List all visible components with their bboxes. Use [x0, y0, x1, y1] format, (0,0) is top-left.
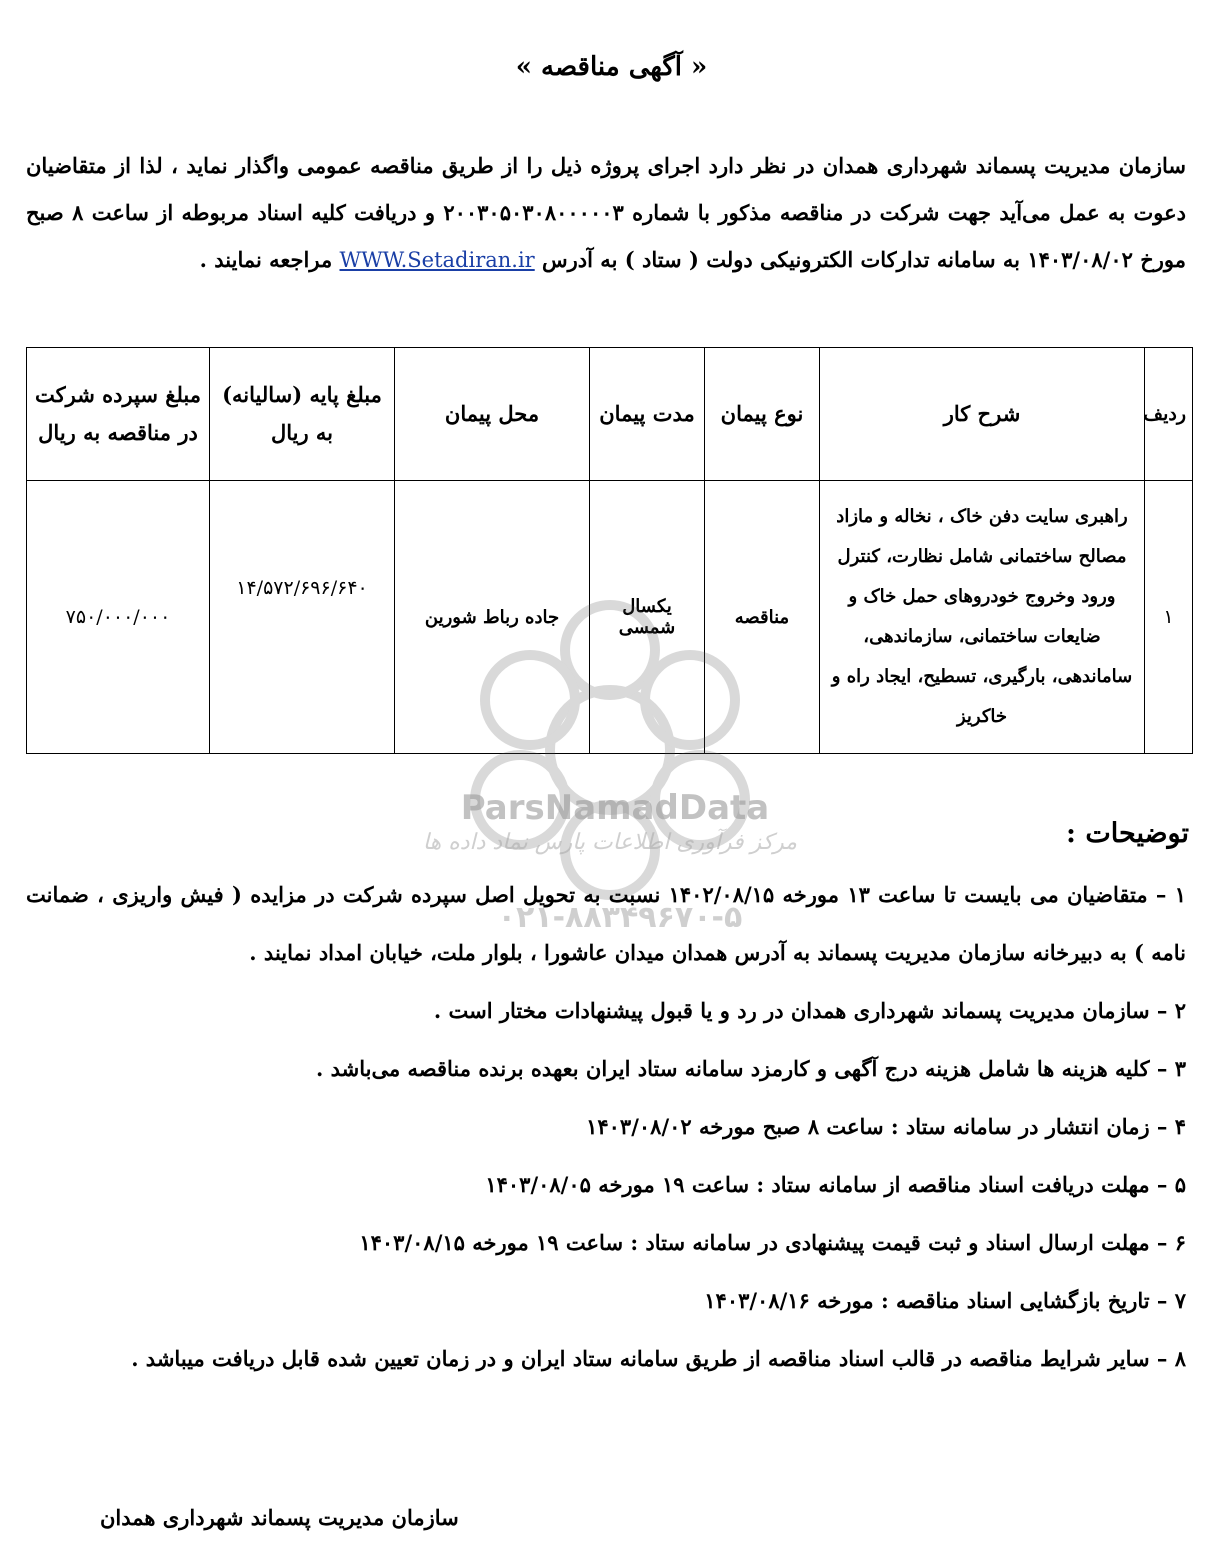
cell-row-no: ۱	[1145, 481, 1193, 754]
header-contract-type: نوع پیمان	[705, 348, 820, 481]
notes-list	[26, 866, 1186, 1388]
note-item: ۱ – متقاضیان می بایست تا ساعت ۱۳ مورخه ۱۴۰۲/۰۸/۱۵ نسبت به تحویل اصل سپرده شرکت در مزایده ( فیش واریزی ، ضمانت نامه ) به دبیرخانه سازمان مدیریت پسماند به آدرس همدان میدان عاشورا ، بلوار ملت، خیابان امداد نمایند .	[26, 882, 1186, 965]
header-duration: مدت پیمان	[590, 348, 705, 481]
cell-location: جاده رباط شورین	[395, 481, 590, 754]
header-base-amount: مبلغ پایه (سالیانه) به ریال	[210, 348, 395, 481]
watermark-subtitle: مرکز فرآوری اطلاعات پارس نماد داده ها	[422, 830, 798, 855]
table-header-row	[27, 348, 1193, 481]
note-item: ۲ – سازمان مدیریت پسماند شهرداری همدان در رد و یا قبول پیشنهادات مختار است .	[433, 998, 1186, 1023]
header-row-no: ردیف	[1145, 348, 1193, 481]
watermark-brand: ParsNamadData	[460, 788, 770, 828]
header-deposit: مبلغ سپرده شرکت در مناقصه به ریال	[27, 348, 210, 481]
note-item: ۶ – مهلت ارسال اسناد و ثبت قیمت پیشنهادی در سامانه ستاد : ساعت ۱۹ مورخه ۱۴۰۳/۰۸/۱۵	[359, 1230, 1186, 1255]
cell-duration: یکسال شمسی	[590, 481, 705, 754]
table-row	[27, 481, 1193, 754]
page-title: « آگهی مناقصه »	[515, 52, 708, 82]
notes-title: توضیحات :	[1066, 818, 1189, 849]
cell-deposit: ۷۵۰/۰۰۰/۰۰۰	[27, 481, 210, 754]
intro-tail: مراجعه نمایند .	[199, 247, 333, 272]
note-item: ۷ – تاریخ بازگشایی اسناد مناقصه : مورخه ۱۴۰۳/۰۸/۱۶	[704, 1288, 1186, 1313]
note-item: ۳ – کلیه هزینه ها شامل هزینه درج آگهی و کارمزد سامانه ستاد ایران بعهده برنده مناقصه می‌باشد .	[315, 1056, 1186, 1081]
note-item: ۵ – مهلت دریافت اسناد مناقصه از سامانه ستاد : ساعت ۱۹ مورخه ۱۴۰۳/۰۸/۰۵	[485, 1172, 1186, 1197]
cell-base-amount: ۱۴/۵۷۲/۶۹۶/۶۴۰	[210, 481, 395, 754]
setadiran-link[interactable]: WWW.Setadiran.ir	[339, 248, 535, 272]
cell-description: راهبری سایت دفن خاک ، نخاله و مازاد مصالح ساختمانی شامل نظارت، کنترل ورود وخروج خودروهای حمل خاک و ضایعات ساختمانی، سازماندهی، ساماندهی، بارگیری، تسطیح، ایجاد راه و خاکریز	[820, 481, 1145, 754]
header-description: شرح کار	[820, 348, 1145, 481]
intro-text: سازمان مدیریت پسماند شهرداری همدان در نظر دارد اجرای پروژه ذیل را از طریق مناقصه عمومی واگذار نماید ، لذا از متقاضیان دعوت به عمل می‌آید جهت شرکت در مناقصه مذکور با شماره ۲۰۰۳۰۵۰۳۰۸۰۰۰۰۰۳ و دریافت کلیه اسناد مربوطه از ساعت ۸ صبح مورخ ۱۴۰۳/۰۸/۰۲ به سامانه تدارکات الکترونیکی دولت ( ستاد ) به آدرس	[26, 153, 1187, 272]
watermark-phone: ۰۲۱-۸۸۳۴۹۶۷۰-۵	[497, 900, 743, 935]
tender-table	[26, 347, 1193, 754]
signature: سازمان مدیریت پسماند شهرداری همدان	[100, 1505, 459, 1530]
intro-paragraph	[26, 142, 1186, 284]
note-item: ۸ – سایر شرایط مناقصه در قالب اسناد مناقصه از طریق سامانه ستاد ایران و در زمان تعیین شده قابل دریافت میباشد .	[131, 1346, 1186, 1371]
header-location: محل پیمان	[395, 348, 590, 481]
note-item: ۴ – زمان انتشار در سامانه ستاد : ساعت ۸ صبح مورخه ۱۴۰۳/۰۸/۰۲	[586, 1114, 1186, 1139]
cell-contract-type: مناقصه	[705, 481, 820, 754]
